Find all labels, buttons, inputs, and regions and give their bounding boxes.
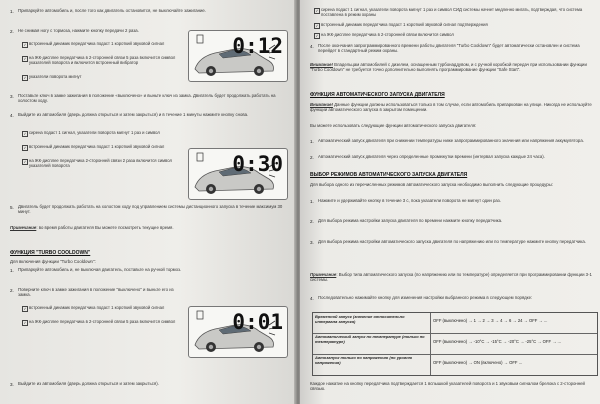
note-text: Выбор типа автоматического запуска (по напряжению или по температуре) определяется при программировании функции 3-1 системы. [310,272,592,283]
remote-lcd-display [188,148,288,200]
step-number: 4. [10,113,14,118]
timer-readout: 0:01 [232,310,283,334]
step-number: 1. [10,9,14,14]
step-number: 3. [10,382,14,387]
step-number: 2. [310,155,314,160]
step-text: Автоматический запуск двигателя через определенные промежутки времени (интервал запуска каждые 24 часа). [318,154,545,159]
check-icon: ✓ [23,43,27,47]
section-heading: ФУНКЦИЯ АВТОМАТИЧЕСКОГО ЗАПУСКА ДВИГАТЕЛЯ [310,92,445,98]
step-text: Нажмите и удерживайте кнопку в течение 3 с, пока указатели поворота не мигнут один раз. [318,198,501,203]
table-row [313,333,597,355]
table-cell-label: Временной запуск (значение относительно интервала запуска) [315,314,405,324]
section-intro: Вы можете использовать следующие функции автоматического запуска двигателя: [310,123,477,128]
step-number: 1. [10,268,14,273]
check-icon: ✓ [315,24,319,28]
step-number: 2. [10,29,14,34]
right-page [300,0,600,404]
check-icon: ✓ [23,76,27,80]
check-icon: ✓ [315,9,319,13]
check-icon: ✓ [23,160,27,164]
table-cell-values: OFF (выключено) → ON (включено) → OFF ... [433,360,523,365]
note-label: Примечание [10,225,37,230]
remote-lcd-display [188,306,288,358]
table-row [313,313,597,334]
warning [310,102,593,113]
step-number: 1. [310,139,314,144]
settings-table [312,312,598,376]
warning-label: Внимание! [310,62,333,67]
warning [310,62,593,73]
step-text: Для выбора режима настройки автоматического запуска двигателя по напряжению или по температуре нажмите кнопку передатчика. [318,239,586,244]
check-icon: ✓ [23,307,27,311]
list-item: на ЖК-дисплее передатчика в 2-сторонней связи 5 раза включится символ указателей поворота и включится встроенный вибратор [29,55,176,66]
step-text: Выйдите из автомобиля (дверь должна открыться и затем закрыться). [18,381,159,386]
footer-note: Каждое нажатие на кнопку передатчика подтверждается 1 вспышкой указателей поворота и 1 звуковым сигналом брелока с 2-сторонней связью. [310,381,585,392]
timer-readout: 0:30 [232,152,283,176]
list-item: встроенный динамик передатчика подаст 1 короткий звуковой сигнал [29,305,165,310]
warning-text: Владельцам автомобилей с дизелем, оснащенным турбонаддувом, и с ручной коробкой передач при использовании функции "Turbo Cooldown" не требуется точно дополнительно выполнять программирование функции "Safe Start". [310,62,587,73]
warning-text: Данные функции должны использоваться только в том случае, если автомобиль припаркован на улице. Никогда не используйте функции автоматического запуска в закрытом помещении. [310,102,592,113]
note: Примечание: Выбор типа автоматического запуска (по напряжению или по температуре) определяется при программировании функции 3-1 системы. [310,272,592,283]
step-text: Выйдите из автомобиля (дверь должна открыться и затем закрыться) и в течение 1 минуты нажмите кнопку снова. [18,112,249,117]
table-cell-label: Автозапуск только по напряжению (по уровню напряжения) [315,355,413,365]
list-item: сирена подаст 1 сигнал, указатели поворота мигнут 1 раз и символ [29,130,160,135]
section-intro: Для выбора одного из перечисленных режимов автоматического запуска необходимо выполнить следующие процедуры: [310,182,553,187]
table-row [313,354,597,375]
step-number: 3. [10,94,14,99]
step-number: 4. [310,296,314,301]
check-icon: ✓ [23,57,27,61]
list-item: указатели поворота мигнут [29,74,82,79]
step-text: Припаркуйте автомобиль и, после того как двигатель остановится, не выключайте зажигание. [18,8,206,13]
list-item: на ЖК-дисплее передатчика в 2-сторонней связи 5 раза включится символ [29,319,176,324]
note-label: Примечание [310,272,337,277]
check-icon: ✓ [315,34,319,38]
check-icon: ✓ [23,146,27,150]
table-cell-values: OFF (выключено) → 1 → 2 → 3 → 4 → 6 → 24 → OFF → ... [433,318,548,323]
table-cell-label: Автоматический запуск по температуре (только по температуре) [315,334,425,344]
timer-readout: 0:12 [232,34,283,58]
step-text: Поверните ключ в замке зажигания в положение "выключено" и выньте его из замка. [18,287,174,298]
step-number: 2. [310,219,314,224]
step-number: 5. [10,205,14,210]
left-page [0,0,296,404]
table-cell-values: OFF (выключено) → -10°C → -15°C → -20°C → -25°C → OFF → ... [433,339,562,344]
list-item: встроенный динамик передатчика подаст 1 короткий звуковой сигнал [29,41,165,46]
step-number: 1. [310,199,314,204]
list-item: встроенный динамик передатчика подаст 1 короткий звуковой сигнал [29,144,165,149]
list-item: встроенный динамик передатчика подаст 1 короткий звуковой сигнал подтверждения [321,22,488,27]
step-text: Автоматический запуск двигателя при снижении температуры ниже запрограммированного значения или напряжения аккумулятора. [318,138,584,143]
step-text: Последовательно нажимайте кнопку для изменения настройки выбранного режима в следующем порядке: [318,295,533,300]
warning-label: Внимание! [310,102,333,107]
note-text: во время работы двигателя Вы можете посмотреть текущее время. [38,225,174,230]
note: Примечание: во время работы двигателя Вы можете посмотреть текущее время. [10,225,174,230]
section-heading: ВЫБОР РЕЖИМОВ АВТОМАТИЧЕСКОГО ЗАПУСКА ДВИГАТЕЛЯ [310,172,468,178]
list-item: на ЖК-дисплее передатчика в 2-сторонней связи включится символ [321,32,454,37]
remote-lcd-display [188,30,288,82]
check-icon: ✓ [23,321,27,325]
step-text: Поставьте ключ в замке зажигания в положение «выключено» и выньте ключ из замка. Двигатель будет продолжать работать на холостом ходу. [18,93,276,104]
step-text: После окончания запрограммированного времени работы двигателя "Turbo Cooldown" будет автоматически остановлен и система перейдет в стандартный режим охраны. [318,43,580,54]
list-item: на ЖК-дисплее передатчика 2-сторонней связи 2 раза включится символ указателей поворота [29,158,172,169]
step-text: Двигатель будет продолжать работать на холостом ходу под управлением системы дистанционного запуска в течение максимум 30 минут. [18,204,283,215]
step-text: Припаркуйте автомобиль и, не выключая двигатель, поставьте на ручной тормоз. [18,267,182,272]
section-heading: ФУНКЦИЯ "TURBO COOLDOWN" [10,250,91,256]
step-number: 3. [310,240,314,245]
step-text: Не снимая ногу с тормоза, нажмите кнопку передачи 2 раза. [18,28,139,33]
section-intro: Для включения функции "Turbo Cooldown": [10,259,96,264]
step-number: 4. [310,44,314,49]
step-text: Для выбора режима настройки запуска двигателя по времени нажмите кнопку передатчика. [318,218,503,223]
list-item: сирена подаст 1 сигнал, указатели поворота мигнут 1 раз и символ СИД системы начнет медленно мигать, подтверждая, что система поставлена в режим охраны [321,7,583,18]
step-number: 2. [10,288,14,293]
check-icon: ✓ [23,132,27,136]
